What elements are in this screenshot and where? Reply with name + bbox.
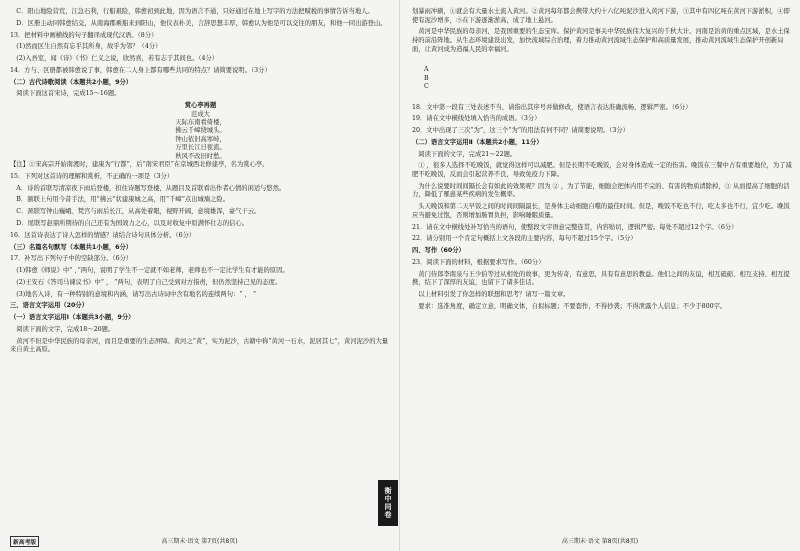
blank-a-label: A [424, 65, 429, 73]
poem-title: 赏心亭再题 [184, 102, 217, 110]
subsection-language-1: （一）语言文字运用Ⅰ（本题共3小题，9分） [10, 314, 135, 322]
writing-requirements: 要求：选准角度，确定立意，明确文体，自拟标题；不要套作，不得抄袭；不得泄露个人信息；不少于800字。 [418, 302, 727, 310]
blank-b-label: B [424, 74, 429, 82]
seal-stamp: 衡中同卷 [378, 480, 398, 526]
question-23: 23．阅读下面的材料，根据要求写作。（60分） [412, 258, 545, 266]
question-15-option-a: A．诗的首联写清凉夜下雨后登楼，扣住诗题写登楼，从题目及首联看出作者心情的闲适与悠然。 [16, 184, 286, 192]
question-21: 21．请在文中横线处补写恰当的语句，使整段文字语意完整连贯，内容贴切，逻辑严密。每处不超过12个字。（6分） [412, 223, 738, 231]
diet-passage-2: 为什么说要时间间隔长会有如此的效果呢？因为 ② ，为了节能，细胞会把体内用不完的、有害的物质清除掉，③ 从而提高了细胞的活力，降低了罹患某些疾病的发生概率。 [412, 182, 790, 199]
poem-line: 秋风不改旧时愁。 [175, 152, 226, 160]
option-d: D．区册主动同韩愈结交，从南海郡乘船来到阳山，他仪表朴美，言辞思想丰厚，韩愈认为他是可以交往的朋友，和他一同出游登山。 [16, 19, 387, 27]
diet-passage-1: ① ，很多人选择不吃晚饭，就觉得这样可以减肥。但是长期不吃晚饭，会对身体造成一定的伤害。晚饭在三餐中占有重要地位，为了减肥不吃晚饭，反而会引起营养不良，导致免疫力下降。 [412, 162, 792, 178]
subsection-language-2: （二）语言文字运用Ⅱ（本题共2小题，11分） [412, 138, 543, 146]
writing-prompt: 以上材料引发了你怎样的联想和思考？请写一篇文章。 [418, 291, 570, 299]
blank-labels [412, 57, 792, 100]
section-language-heading: 三、语言文字运用（20分） [10, 302, 89, 310]
poem-line: 天际东南看倚楼， [175, 119, 226, 127]
section-writing-heading: 四、写作（60分） [412, 247, 465, 255]
question-15-option-d: D．尾联写赵鼎所期待的自己还有为国效力之心，以及对收复中原满怀壮志的信心。 [16, 220, 249, 227]
section-recitation-heading: （三）名篇名句默写（本题共1小题，6分） [10, 243, 133, 251]
writing-material: 黄门侍郎李南泉与王少伯等过从相处的故事，更为传奇，有意思，具有有意思的教益。他们之间的友谊，相互砥砺、相互支持、相互提携，结下了深厚的友谊，也留下了诸多佳话。 [412, 270, 790, 287]
poem-line: 万里长江日夜流。 [175, 144, 226, 152]
poem-note: 【注】①宋高宗开始南渡时，建康为“行都”，后“南宋君臣”在京城西北修建亭，名为赏心亭。 [10, 161, 269, 169]
question-13-part-1: (1)然而区生自然有忘乎其所身，故乎为邻？（4分） [16, 43, 162, 51]
poetry-instruction: 阅读下面这首宋诗，完成15～16题。 [16, 90, 121, 98]
question-13: 13．把材料中画横线的句子翻译成现代汉语。（8分） [10, 31, 158, 39]
question-13-part-2: (2)入吾室，闻《诗》《书》仁义之说，欣然喜，若有志于其间也。（4分） [16, 55, 219, 63]
right-page-footer: 高三期末·语文 第8页(共8页) [561, 538, 639, 545]
section-poetry-heading: （二）古代诗歌阅读（本题共2小题，9分） [10, 78, 133, 86]
poem-block [10, 102, 391, 161]
language-2-instruction: 阅读下面的文字，完成21～22题。 [418, 150, 517, 158]
poem-line: 钟山依旧高寒峙， [175, 135, 226, 143]
blank-c-label: C [424, 83, 429, 91]
diet-passage-3: 头天晚饭和第二天早饭之间的时间间隔最长，是身体主动细胞自噬的最佳时间。但是，晚饭不吃也不行，吃太多也不行，宜少吃。晚饭应当避免过饱，否则增加肠胃负担，影响睡眠质量。 [412, 203, 790, 219]
question-17-part-3: (3)地名入诗，有一种特别的意境和内涵，请写出古诗词中含有地名的连续两句：“ ， ” [16, 290, 257, 298]
question-17-part-1: (1)韩愈《师说》中“ ，”两句，说明了学生不一定就不如老师，老师也不一定比学生有才能的原因。 [16, 267, 289, 275]
edition-badge: 新高考版 [10, 536, 39, 547]
question-19: 19．请在文中横线处填入恰当的成语。（3分） [412, 115, 541, 123]
left-page-footer: 高三期末·语文 第7页(共8页) [161, 538, 238, 545]
poem-line: 拂云千嶂绕城头。 [175, 127, 226, 135]
question-20: 20．文中出现了三次“为”，这三个“为”的用法有何不同？请简要说明。（3分） [412, 127, 629, 135]
question-16: 16．这首诗表达了诗人怎样的情感？请结合诗句具体分析。（6分） [10, 231, 196, 239]
poem-author: 范成大 [191, 110, 210, 118]
question-17-part-2: (2)王安石《答司马谏议书》中“ ， ”两句，表明了自己受到对方指责，但仍然坚持己见的态度。 [16, 278, 282, 286]
question-15: 15．下列对这首诗的理解和赏析，不正确的一项是（3分） [10, 172, 174, 180]
language-instruction: 阅读下面的文字，完成18～20题。 [16, 326, 115, 334]
option-c: C．阳山地险营荒，江急石利，行船艰险，韩愈初到此地，因为语言不通，只好通过在地上写字的方法把赋税的事情告诉当地人。 [16, 8, 374, 15]
question-17: 17．补写出下列句子中的空缺部分。（6分） [10, 255, 133, 263]
passage-continued: 划暴雨冲刷，①就会有大量水土流入黄河。②黄河每年都会携带大约十六亿吨泥沙进入黄河下游，③其中有四亿吨在黄河下游淤积，④即使有泥沙增多，⑤在下游逐渐淤高，成了地上悬河。 [412, 8, 790, 24]
question-22: 22．请分别用一个肯定句概括上文各段的主要内容，每句不超过15个字。（5分） [412, 235, 637, 243]
passage-paragraph-2: 黄河是中华民族的母亲河，是我国重要的生态宝库。保护黄河是事关中华民族伟大复兴的千秋大计。河南是治黄的重点区域，是水土保持的前沿阵地。从生态环境建设出发，加快流域综合治理，着力推动黄河流域生态保护和高质量发展，推动黄河流域生态保护开创新局面，让黄河成为造福人民的幸福河。 [412, 28, 790, 53]
question-14: 14．方与、区册都被韩愈说了事，韩愈在二人身上都有哪些共同的特点？请简要说明。（3分） [10, 66, 271, 74]
question-15-option-b: B．颔联上句用今昔手法，用“拂云”状建康城之高，用“千嶂”点出城墙之险。 [16, 196, 230, 204]
right-page [400, 0, 800, 551]
question-15-option-c: C．颈联写钟山巍峨、梵宫与雨后长江，从高处着眼，视野开阔，意境雄浑，豪气干云。 [16, 208, 261, 216]
yellow-river-passage: 黄河不但是中华民族的母亲河，而且是重要的生态屏障。黄河之“黄”，实为泥沙，古籍中称“黄河一石水，泥居其七”，黄河泥沙的大量来自黄土高原。 [10, 337, 389, 354]
question-18: 18．文中第一段有三处表述不当，请指出其序号并做修改，使语言表达准确流畅，逻辑严密。（6分） [412, 103, 692, 111]
